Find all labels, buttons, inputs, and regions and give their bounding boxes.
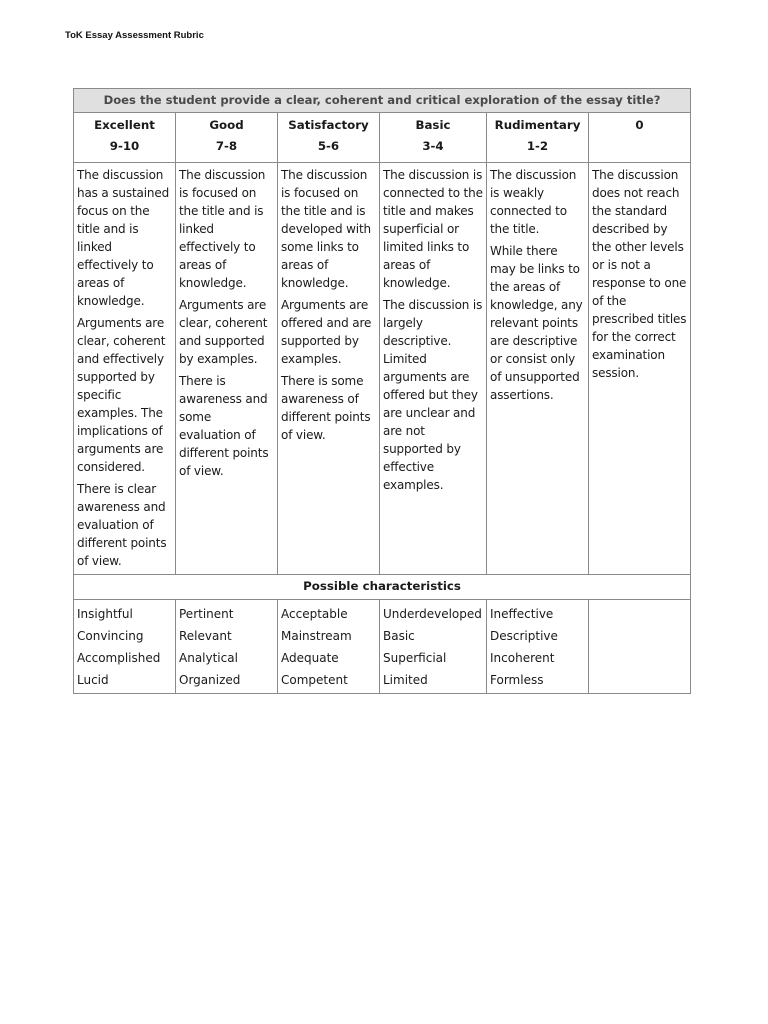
characteristics-basic [380, 600, 487, 694]
characteristic-word: Formless [490, 673, 544, 687]
level-label: Basic [415, 118, 451, 132]
characteristic-word: Insightful [77, 607, 133, 621]
description-paragraph: Arguments are offered and are supported by examples. [281, 298, 372, 366]
description-paragraph: There is awareness and some evaluation of different points of view. [179, 374, 269, 478]
level-label: Good [209, 118, 244, 132]
level-header-satisfactory [278, 113, 380, 163]
description-paragraph: While there may be links to the areas of knowledge, any relevant points are descriptive or consist only of unsupported assertions. [490, 244, 583, 402]
level-label: Rudimentary [494, 118, 581, 132]
level-label: Satisfactory [288, 118, 369, 132]
characteristic-word: Competent [281, 673, 348, 687]
characteristic-word: Ineffective [490, 607, 554, 621]
characteristics-heading-row [74, 575, 691, 600]
question-row [74, 89, 691, 113]
characteristic-word: Organized [179, 673, 241, 687]
level-label: 0 [635, 118, 644, 132]
characteristic-word: Mainstream [281, 629, 352, 643]
description-paragraph: The discussion is largely descriptive. Limited arguments are offered but they are unclear and are not supported by effective examples. [383, 298, 483, 492]
characteristic-word: Descriptive [490, 629, 558, 643]
description-basic [380, 163, 487, 575]
characteristics-satisfactory [278, 600, 380, 694]
characteristics-rudimentary [487, 600, 589, 694]
characteristics-good [176, 600, 278, 694]
characteristic-word: Analytical [179, 651, 238, 665]
description-paragraph: The discussion is connected to the title and makes superficial or limited links to areas of knowledge. [383, 168, 483, 290]
characteristic-word: Underdeveloped [383, 607, 482, 621]
description-paragraph: There is clear awareness and evaluation of different points of view. [77, 482, 167, 568]
description-excellent [74, 163, 176, 575]
characteristic-word: Basic [383, 629, 415, 643]
level-label: Excellent [94, 118, 155, 132]
characteristics-row [74, 600, 691, 694]
characteristics-excellent [74, 600, 176, 694]
characteristic-word: Limited [383, 673, 428, 687]
characteristic-word: Pertinent [179, 607, 234, 621]
level-range: 3-4 [422, 139, 444, 153]
level-header-good [176, 113, 278, 163]
description-rudimentary [487, 163, 589, 575]
description-paragraph: The discussion is focused on the title and is developed with some links to areas of knowledge. [281, 168, 371, 290]
description-paragraph: The discussion has a sustained focus on the title and is linked effectively to areas of knowledge. [77, 168, 170, 308]
characteristic-word: Accomplished [77, 651, 161, 665]
characteristics-zero [589, 600, 691, 694]
characteristic-word: Relevant [179, 629, 232, 643]
level-header-zero [589, 113, 691, 163]
description-paragraph: Arguments are clear, coherent and supported by examples. [179, 298, 268, 366]
description-paragraph: There is some awareness of different points of view. [281, 374, 371, 442]
level-range: 7-8 [215, 139, 238, 153]
level-header-excellent [74, 113, 176, 163]
characteristic-word: Convincing [77, 629, 144, 643]
characteristic-word: Lucid [77, 673, 109, 687]
description-satisfactory [278, 163, 380, 575]
characteristic-word: Superficial [383, 651, 447, 665]
description-paragraph: The discussion does not reach the standard described by the other levels or is not a response to one of the prescribed titles for the correct examination session. [592, 168, 687, 380]
level-range: 5-6 [317, 139, 340, 153]
characteristics-heading: Possible characteristics [74, 575, 691, 600]
descriptions-row [74, 163, 691, 575]
level-range: 1-2 [526, 139, 549, 153]
characteristic-word: Acceptable [281, 607, 348, 621]
level-header-basic [380, 113, 487, 163]
description-paragraph: The discussion is weakly connected to the title. [490, 168, 577, 236]
description-paragraph: The discussion is focused on the title and is linked effectively to areas of knowledge. [179, 168, 266, 290]
levels-header-row [74, 113, 691, 163]
characteristic-word: Adequate [281, 651, 339, 665]
description-zero [589, 163, 691, 575]
level-header-rudimentary [487, 113, 589, 163]
rubric-question: Does the student provide a clear, coherent and critical exploration of the essay title? [74, 89, 691, 113]
rubric-table [73, 88, 691, 694]
description-paragraph: Arguments are clear, coherent and effectively supported by specific examples. The implications of arguments are considered. [77, 316, 166, 474]
document-title: ToK Essay Assessment Rubric [65, 30, 204, 41]
description-good [176, 163, 278, 575]
level-range: 9-10 [109, 139, 140, 153]
characteristic-word: Incoherent [490, 651, 555, 665]
